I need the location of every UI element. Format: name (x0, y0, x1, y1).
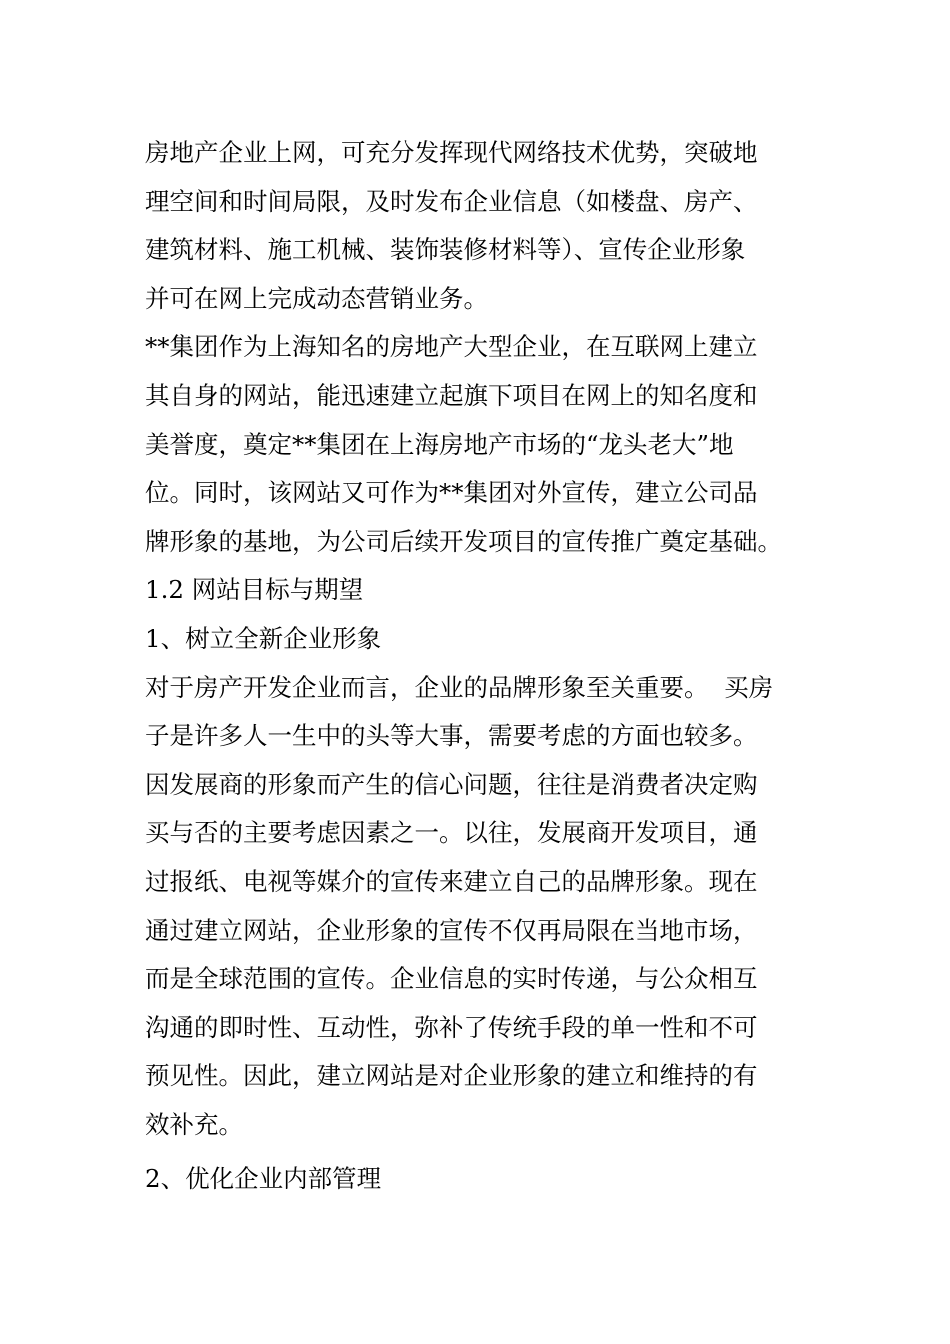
text-line: **集团作为上海知名的房地产大型企业，在互联网上建立 (145, 332, 758, 362)
text-line: 并可在网上完成动态营销业务。 (145, 283, 488, 313)
text-line: 其自身的网站，能迅速建立起旗下项目在网上的知名度和 (145, 380, 758, 410)
text-line: 买与否的主要考虑因素之一。以往，发展商开发项目，通 (145, 818, 758, 848)
text-line: 理空间和时间局限，及时发布企业信息（如楼盘、房产、 (145, 186, 758, 216)
text-line: 美誉度，奠定**集团在上海房地产市场的“龙头老大”地 (145, 429, 734, 459)
text-line: 对于房产开发企业而言，企业的品牌形象至关重要。 买房 (145, 672, 774, 702)
paragraph-group-website (145, 323, 807, 566)
text-line: 建筑材料、施工机械、装饰装修材料等）、宣传企业形象 (145, 235, 746, 265)
heading-line: 1.2 网站目标与期望 (145, 575, 364, 605)
text-line: 效补充。 (145, 1109, 243, 1139)
text-line: 子是许多人一生中的头等大事，需要考虑的方面也较多。 (145, 721, 758, 751)
text-line: 过报纸、电视等媒介的宣传来建立自己的品牌形象。现在 (145, 866, 758, 896)
document-body (145, 129, 807, 1204)
paragraph-brand-image (145, 664, 807, 1150)
text-line: 预见性。因此，建立网站是对企业形象的建立和维持的有 (145, 1061, 758, 1091)
text-line: 因发展商的形象而产生的信心问题，往往是消费者决定购 (145, 769, 758, 799)
text-line: 而是全球范围的宣传。企业信息的实时传递，与公众相互 (145, 964, 758, 994)
text-line: 位。同时，该网站又可作为**集团对外宣传，建立公司品 (145, 478, 758, 508)
text-line: 沟通的即时性、互动性，弥补了传统手段的单一性和不可 (145, 1012, 758, 1042)
subsection-heading-1 (145, 615, 807, 664)
text-line: 通过建立网站，企业形象的宣传不仅再局限在当地市场， (145, 915, 758, 945)
text-line: 牌形象的基地，为公司后续开发项目的宣传推广奠定基础。 (145, 526, 782, 556)
heading-line: 1、树立全新企业形象 (145, 623, 382, 653)
subsection-heading-2 (145, 1155, 807, 1204)
text-line: 房地产企业上网，可充分发挥现代网络技术优势，突破地 (145, 138, 758, 167)
heading-line: 2、优化企业内部管理 (145, 1164, 382, 1194)
section-heading (145, 566, 807, 615)
paragraph-intro (145, 129, 807, 323)
